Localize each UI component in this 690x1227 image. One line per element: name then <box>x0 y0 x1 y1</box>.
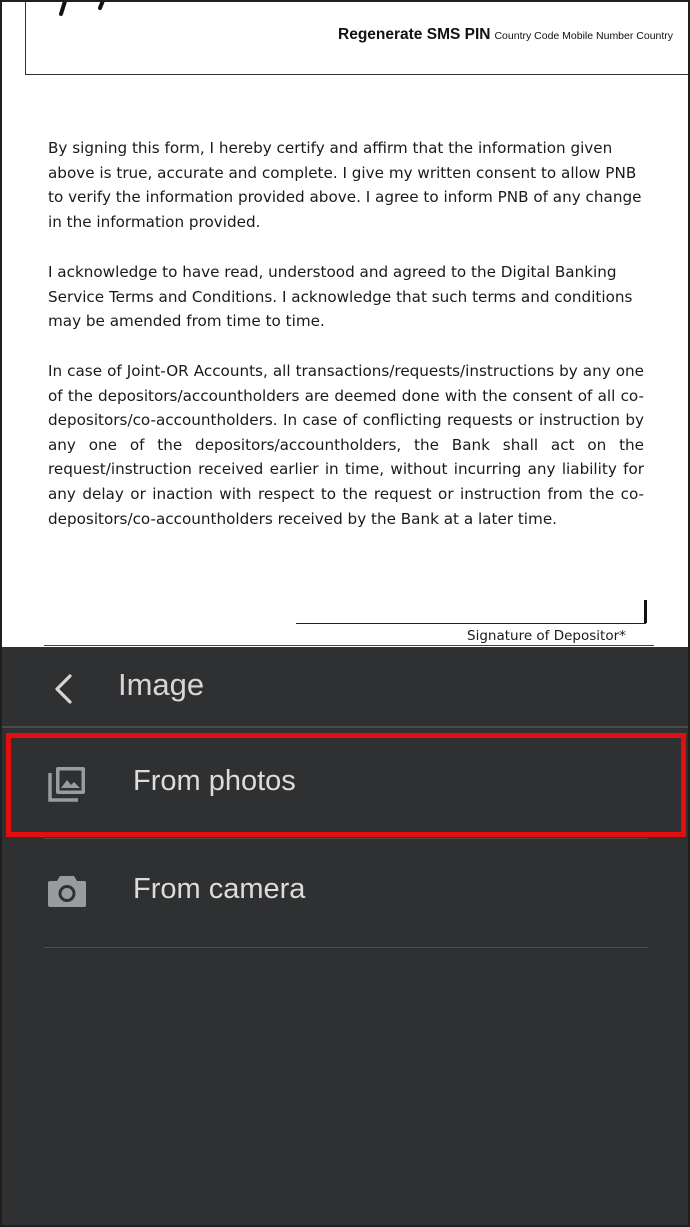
chevron-left-icon <box>51 673 77 705</box>
signature-label: Signature of Depositor* <box>467 628 626 644</box>
handwriting-mark <box>56 2 126 26</box>
sms-pin-heading <box>338 26 673 44</box>
photo-library-icon <box>46 763 88 805</box>
sheet-title: Image <box>118 667 205 702</box>
sms-pin-fields: Country Code Mobile Number Country <box>494 30 674 42</box>
from-photos-option[interactable] <box>2 731 688 839</box>
from-camera-option[interactable] <box>2 839 688 947</box>
back-button[interactable] <box>42 667 86 711</box>
signature-line <box>296 623 646 624</box>
declaration-paragraph: By signing this form, I hereby certify and affirm that the information given above is true, accurate and complete. I give my written consent to allow PNB to verify the information provided above. I agree to inform PNB of any change in the information provided. <box>48 139 642 231</box>
sms-pin-title: Regenerate SMS PIN <box>338 26 491 43</box>
text-cursor <box>644 600 647 623</box>
terms-paragraph: I acknowledge to have read, understood and agreed to the Digital Banking Service Terms and Conditions. I acknowledge that such terms and conditions may be amended from time to time. <box>48 263 633 331</box>
joint-accounts-paragraph: In case of Joint-OR Accounts, all transactions/requests/instructions by any one of the depositors/accountholders are deemed done with the consent of all co-depositors/co-accountholders. In case of conflicting requests or instruction by any one of the depositors/accountholders, the Bank shall act on the request/instruction received earlier in time, without incurring any liability for any delay or inaction with respect to the request or instruction from the co-depositors/co-accountholders received by the Bank at a later time. <box>48 362 644 528</box>
header-divider <box>2 726 688 728</box>
from-photos-label: From photos <box>133 765 296 797</box>
camera-icon <box>46 869 88 911</box>
document-divider <box>44 645 654 646</box>
sheet-header <box>2 647 688 727</box>
image-source-sheet <box>2 647 688 1225</box>
document-preview <box>2 2 688 647</box>
from-camera-label: From camera <box>133 873 306 905</box>
menu-divider <box>44 947 648 948</box>
